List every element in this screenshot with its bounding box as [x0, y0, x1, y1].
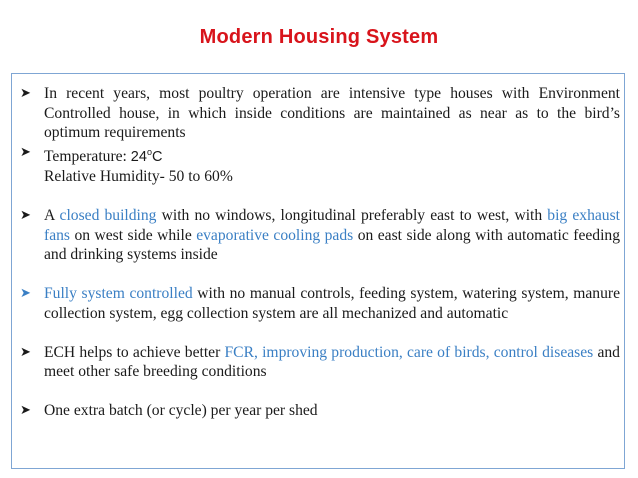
spacer	[20, 265, 620, 285]
highlight-closed-building: closed building	[59, 207, 157, 225]
arrowhead-bullet-icon: ➤	[20, 286, 31, 302]
text-run: with no manual controls, feeding system, watering system, manure collection system, egg collection system are all mechanized and automatic	[44, 285, 620, 322]
arrowhead-bullet-icon: ➤	[20, 144, 31, 160]
arrowhead-bullet-icon: ➤	[20, 208, 31, 224]
spacer	[20, 187, 620, 207]
bullet-item-extra-batch	[20, 401, 620, 421]
highlight-fcr-benefits: FCR, improving production, care of birds, control diseases	[224, 343, 594, 361]
temperature-unit: C	[151, 148, 163, 165]
slide-title: Modern Housing System	[199, 26, 439, 48]
highlight-fully-controlled: Fully system controlled	[44, 285, 193, 303]
degree-superscript: o	[146, 146, 152, 157]
humidity-text: Relative Humidity- 50 to 60%	[44, 168, 233, 186]
temperature-label: Temperature:	[44, 147, 131, 165]
text-run: A	[44, 207, 60, 225]
bullet-item-intensive-houses	[20, 84, 620, 143]
temperature-value: 24	[130, 148, 147, 165]
highlight-cooling-pads: evaporative cooling pads	[196, 226, 354, 244]
arrowhead-bullet-icon: ➤	[20, 403, 31, 419]
highlight-exhaust-fans: big exhaust fans	[44, 207, 620, 244]
spacer	[20, 323, 620, 343]
bullet-item-temperature	[20, 143, 620, 187]
text-run: and meet other safe breeding conditions	[44, 343, 620, 381]
text-run: on west side while	[69, 226, 197, 244]
text-run: with no windows, longitudinal preferably east to west, with	[156, 207, 548, 225]
text-run: ECH helps to achieve better	[44, 343, 225, 361]
bullet-item-closed-building	[20, 206, 620, 265]
bullet-text: In recent years, most poultry operation are intensive type houses with Environment Controlled house, in which inside conditions are maintained as near as to the bird’s optimum requirements	[44, 85, 620, 141]
arrowhead-bullet-icon: ➤	[20, 86, 31, 101]
bullet-text: One extra batch (or cycle) per year per shed	[44, 402, 318, 420]
bullet-item-fully-controlled	[20, 284, 620, 323]
bullet-item-ech-benefits	[20, 343, 620, 382]
spacer	[20, 382, 620, 402]
arrowhead-bullet-icon: ➤	[20, 344, 31, 360]
text-run: on east side along with automatic feeding and drinking systems inside	[44, 226, 621, 264]
bullet-list	[20, 84, 620, 421]
